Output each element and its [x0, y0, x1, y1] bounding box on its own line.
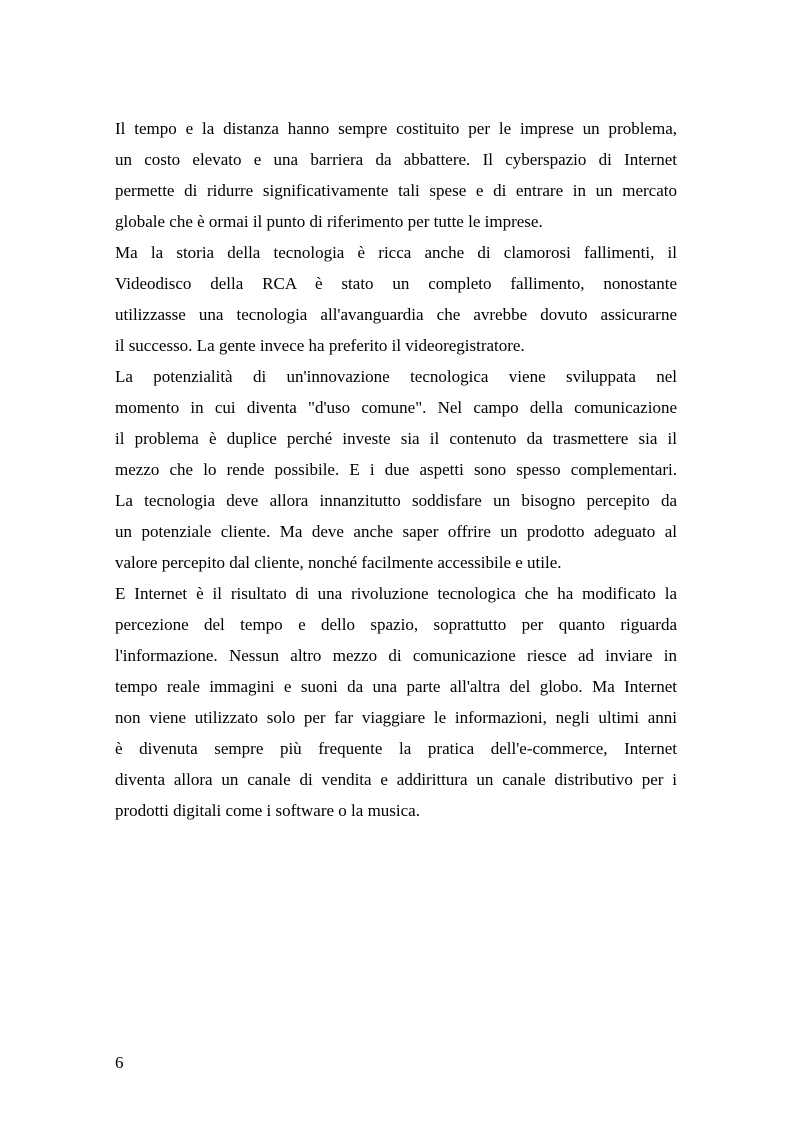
text-line: valore percepito dal cliente, nonché facilmente accessibile e utile. — [115, 553, 562, 572]
text-line: globale che è ormai il punto di riferimento per tutte le imprese. — [115, 212, 543, 231]
text-line: Ma la storia della tecnologia è ricca anche di clamorosi fallimenti, il — [115, 243, 677, 262]
text-line: La tecnologia deve allora innanzitutto soddisfare un bisogno percepito da — [115, 491, 677, 510]
text-line: l'informazione. Nessun altro mezzo di comunicazione riesce ad inviare in — [115, 646, 677, 665]
paragraph-1 — [115, 113, 677, 237]
text-line: momento in cui diventa "d'uso comune". Nel campo della comunicazione — [115, 398, 677, 417]
text-line: permette di ridurre significativamente tali spese e di entrare in un mercato — [115, 181, 677, 200]
text-line: percezione del tempo e dello spazio, soprattutto per quanto riguarda — [115, 615, 677, 634]
text-line: non viene utilizzato solo per far viaggiare le informazioni, negli ultimi anni — [115, 708, 677, 727]
text-line: tempo reale immagini e suoni da una parte all'altra del globo. Ma Internet — [115, 677, 677, 696]
text-line: un costo elevato e una barriera da abbattere. Il cyberspazio di Internet — [115, 150, 677, 169]
paragraph-2 — [115, 237, 677, 361]
text-line: Videodisco della RCA è stato un completo fallimento, nonostante — [115, 274, 677, 293]
paragraph-3 — [115, 361, 677, 578]
text-line: un potenziale cliente. Ma deve anche saper offrire un prodotto adeguato al — [115, 522, 677, 541]
body-text — [115, 113, 677, 826]
text-line: il problema è duplice perché investe sia il contenuto da trasmettere sia il — [115, 429, 677, 448]
text-line: Il tempo e la distanza hanno sempre costituito per le imprese un problema, — [115, 119, 677, 138]
text-line: diventa allora un canale di vendita e addirittura un canale distributivo per i — [115, 770, 677, 789]
text-line: prodotti digitali come i software o la musica. — [115, 801, 420, 820]
text-line: La potenzialità di un'innovazione tecnologica viene sviluppata nel — [115, 367, 677, 386]
text-line: il successo. La gente invece ha preferito il videoregistratore. — [115, 336, 525, 355]
paragraph-4 — [115, 578, 677, 826]
text-line: è divenuta sempre più frequente la pratica dell'e-commerce, Internet — [115, 739, 677, 758]
page-number: 6 — [115, 1053, 124, 1072]
text-line: mezzo che lo rende possibile. E i due aspetti sono spesso complementari. — [115, 460, 677, 479]
text-line: E Internet è il risultato di una rivoluzione tecnologica che ha modificato la — [115, 584, 677, 603]
text-line: utilizzasse una tecnologia all'avanguardia che avrebbe dovuto assicurarne — [115, 305, 677, 324]
